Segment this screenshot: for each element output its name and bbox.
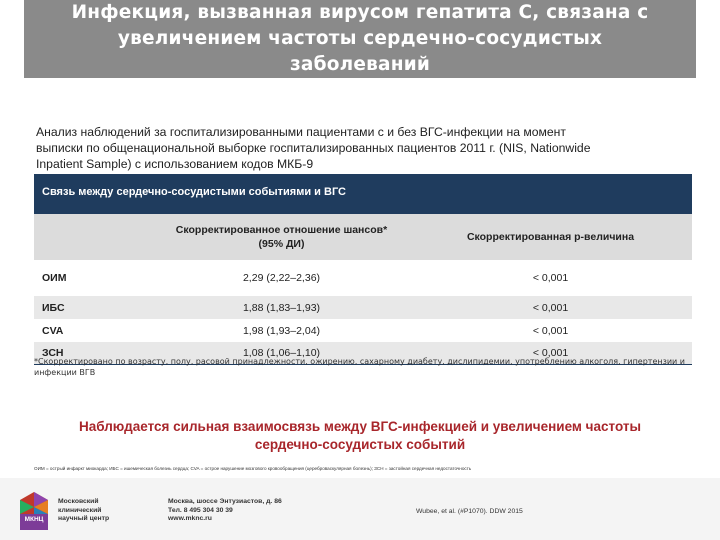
mknc-logo-icon [20, 492, 48, 530]
row-label: CVA [42, 324, 64, 337]
table-row [34, 319, 692, 342]
address-line: Москва, шоссе Энтузиастов, д. 86 [168, 498, 282, 505]
row-label: ИБС [42, 301, 65, 314]
table-row [34, 296, 692, 319]
header-cell-event [34, 214, 154, 260]
intro-line-2: выписки по общенациональной выборке госпитализированных пациентов 2011 г. (NIS, Nationwide [36, 141, 591, 155]
row-p-value: < 0,001 [532, 272, 569, 284]
header-odds-line-1: Скорректированное отношение шансов* [175, 224, 388, 236]
abbreviations-note: ОИМ = острый инфаркт миокарда; ИБС = ишемическая болезнь сердца; CVA = острое нарушение мозгового кровообращения (цереброваскулярная болезнь); ЗСН = застойная сердечная недостаточность [34, 466, 472, 471]
contact-info [168, 498, 282, 524]
intro-text [36, 124, 696, 172]
intro-line-3: Inpatient Sample) с использованием кодов МКБ-9 [36, 157, 314, 171]
logo-abbreviation: МКНЦ [24, 516, 44, 523]
header-cell-odds-ratio [154, 214, 409, 260]
source-reference: Wubee, et al. (#P1070). DDW 2015 [416, 508, 523, 515]
row-p-value: < 0,001 [532, 301, 569, 314]
phone-line: Тел. 8 495 304 30 39 [168, 506, 233, 514]
slide-title [48, 0, 672, 78]
slide-footer [0, 478, 720, 540]
conclusion-line-2: сердечно-сосудистых событий [254, 437, 466, 452]
title-line-1: Инфекция, вызванная вирусом гепатита С, связана с [71, 2, 649, 23]
row-label: ЗСН [42, 347, 64, 359]
intro-line-1: Анализ наблюдений за госпитализированными пациентами с и без ВГС-инфекции на момент [36, 125, 566, 139]
title-line-2: увеличением частоты сердечно-сосудистых заболеваний [117, 28, 603, 75]
header-odds-line-2: (95% ДИ) [258, 238, 305, 250]
row-label: ОИМ [42, 272, 67, 284]
conclusion-text [40, 418, 680, 454]
org-line-3: научный центр [58, 515, 110, 522]
slide-header [24, 0, 696, 78]
header-cell-p-value: Скорректированная p-величина [466, 231, 635, 243]
website-line: www.mknc.ru [168, 515, 212, 522]
table-header-row [34, 214, 692, 260]
row-odds-ratio: 1,08 (1,06–1,10) [242, 347, 321, 359]
row-odds-ratio: 1,98 (1,93–2,04) [242, 324, 321, 337]
row-odds-ratio: 1,88 (1,83–1,93) [242, 301, 321, 314]
row-p-value: < 0,001 [532, 324, 569, 337]
row-p-value: < 0,001 [532, 347, 569, 359]
conclusion-line-1: Наблюдается сильная взаимосвязь между ВГС-инфекцией и увеличением частоты [78, 419, 642, 434]
row-odds-ratio: 2,29 (2,22–2,36) [242, 272, 321, 284]
organization-name [58, 498, 109, 524]
table-footnote: *Скорректировано по возрасту, полу, расовой принадлежности, ожирению, сахарному диабету, дислипидемии, употреблению алкоголя, гипертензии и инфекции ВГВ [34, 357, 685, 377]
org-line-2: клинический [58, 506, 102, 514]
org-line-1: Московский [58, 498, 99, 505]
results-table [34, 174, 692, 365]
table-title: Связь между сердечно-сосудистыми событиями и ВГС [34, 174, 692, 214]
table-row [34, 260, 692, 296]
